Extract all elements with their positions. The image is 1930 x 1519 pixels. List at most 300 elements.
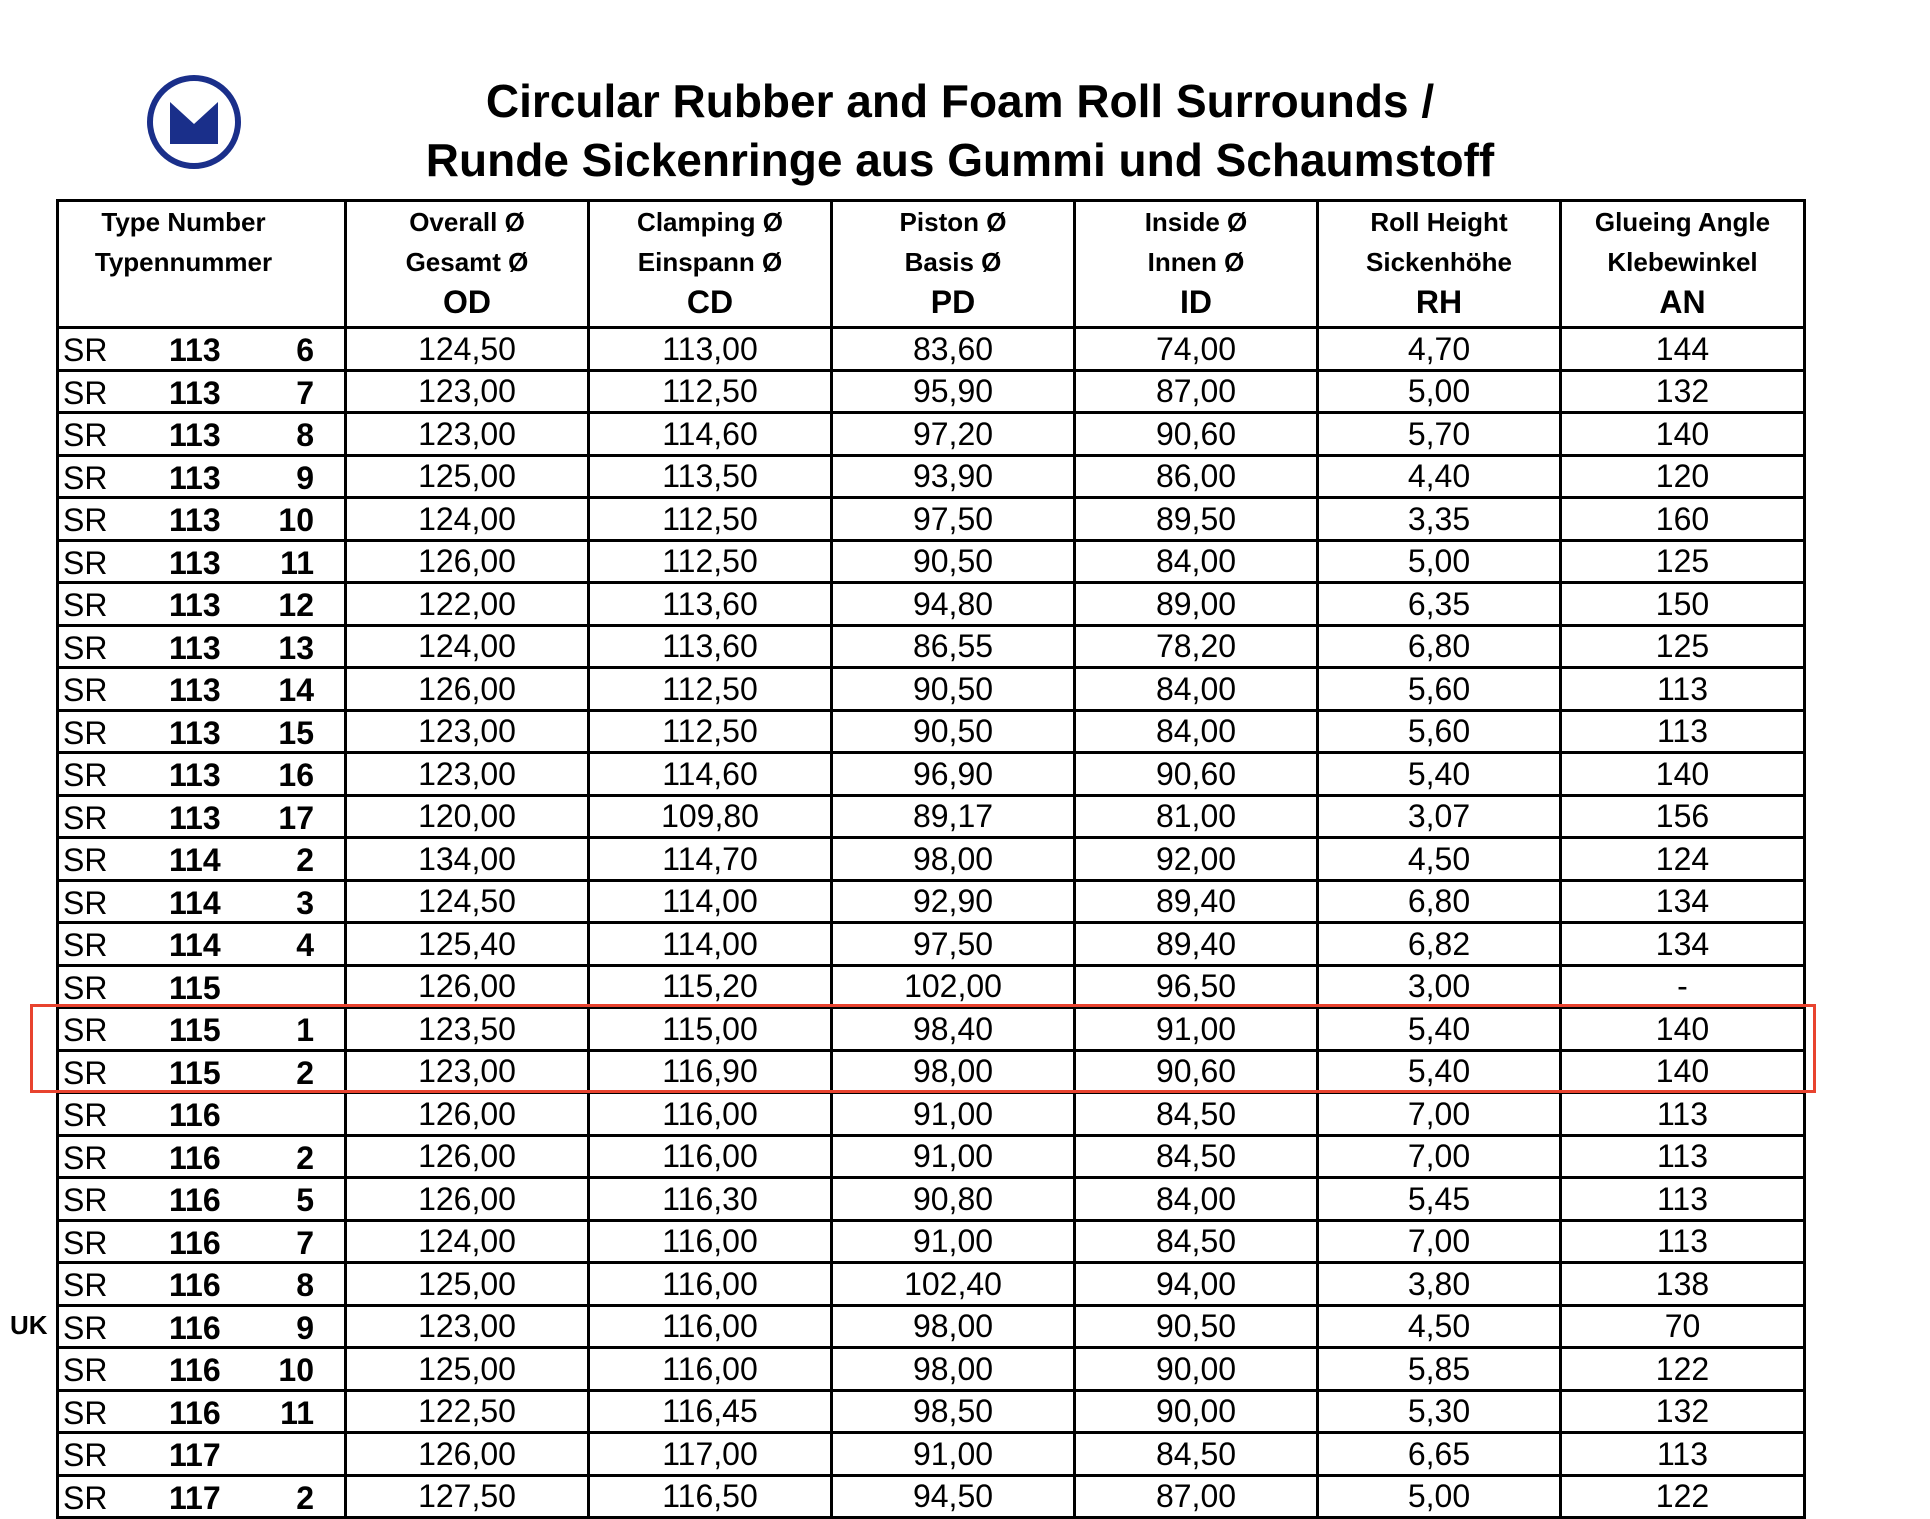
- table-row: [58, 923, 1805, 966]
- cell-an: -: [1561, 965, 1805, 1008]
- cell-pd: 102,00: [832, 965, 1075, 1008]
- cell-pd: 91,00: [832, 1135, 1075, 1178]
- type-variant: 8: [296, 417, 314, 453]
- cell-an: 160: [1561, 498, 1805, 541]
- cell-rh: 7,00: [1318, 1093, 1561, 1136]
- cell-cd: 114,70: [589, 838, 832, 881]
- cell-od: 123,00: [346, 370, 589, 413]
- cell-od: 126,00: [346, 1433, 589, 1476]
- cell-id: 89,40: [1075, 880, 1318, 923]
- type-prefix: SR: [63, 1139, 108, 1176]
- cell-od: 122,50: [346, 1390, 589, 1433]
- header-en: Inside Ø: [1144, 207, 1248, 237]
- cell-pd: 91,00: [832, 1093, 1075, 1136]
- cell-od: 123,00: [346, 1305, 589, 1348]
- type-prefix: SR: [63, 1012, 108, 1048]
- cell-od: 127,50: [346, 1475, 589, 1518]
- cell-pd: 102,40: [832, 1263, 1075, 1306]
- cell-od: 125,00: [346, 1348, 589, 1391]
- table-row: [58, 413, 1805, 456]
- type-variant: 2: [296, 1054, 314, 1091]
- type-series: 115: [169, 1012, 221, 1048]
- type-number-cell: [58, 625, 346, 668]
- type-prefix: SR: [63, 799, 108, 836]
- header-en: Piston Ø: [899, 207, 1007, 237]
- type-number-cell: [58, 1348, 346, 1391]
- cell-an: 140: [1561, 1008, 1805, 1051]
- table-row: [58, 540, 1805, 583]
- cell-rh: 7,00: [1318, 1135, 1561, 1178]
- cell-an: 125: [1561, 625, 1805, 668]
- cell-id: 90,60: [1075, 1050, 1318, 1093]
- cell-id: 84,00: [1075, 540, 1318, 583]
- table-row: [58, 583, 1805, 626]
- header-de: Einspann Ø: [637, 247, 783, 277]
- cell-id: 89,40: [1075, 923, 1318, 966]
- type-number-cell: [58, 328, 346, 371]
- cell-od: 126,00: [346, 1135, 589, 1178]
- header-de: Innen Ø: [1147, 247, 1245, 277]
- cell-id: 84,00: [1075, 1178, 1318, 1221]
- type-number-cell: [58, 710, 346, 753]
- type-series: 113: [169, 417, 221, 453]
- type-prefix: SR: [63, 884, 108, 921]
- type-variant: 15: [278, 714, 314, 751]
- cell-cd: 115,20: [589, 965, 832, 1008]
- header-code: CD: [686, 284, 734, 320]
- table-row: [58, 1305, 1805, 1348]
- cell-an: 144: [1561, 328, 1805, 371]
- header-type-number: [58, 201, 346, 328]
- cell-cd: 116,50: [589, 1475, 832, 1518]
- cell-rh: 5,00: [1318, 1475, 1561, 1518]
- type-variant: 10: [278, 1352, 314, 1388]
- cell-od: 126,00: [346, 668, 589, 711]
- cell-an: 132: [1561, 370, 1805, 413]
- header-clamping-diameter: [589, 201, 832, 328]
- type-variant: 7: [296, 1224, 314, 1261]
- cell-an: 134: [1561, 880, 1805, 923]
- cell-rh: 6,80: [1318, 880, 1561, 923]
- table-row: [58, 1263, 1805, 1306]
- cell-id: 92,00: [1075, 838, 1318, 881]
- cell-od: 123,00: [346, 413, 589, 456]
- type-series: 113: [169, 332, 221, 368]
- type-number-cell: [58, 583, 346, 626]
- cell-pd: 98,00: [832, 838, 1075, 881]
- table-row: [58, 370, 1805, 413]
- cell-od: 126,00: [346, 965, 589, 1008]
- type-series: 113: [169, 799, 221, 836]
- type-prefix: SR: [63, 1224, 108, 1261]
- cell-rh: 3,00: [1318, 965, 1561, 1008]
- cell-od: 124,00: [346, 498, 589, 541]
- cell-id: 90,50: [1075, 1305, 1318, 1348]
- cell-cd: 112,50: [589, 370, 832, 413]
- header-code: ID: [1180, 284, 1212, 320]
- surround-spec-table: [56, 199, 1806, 1519]
- cell-pd: 97,50: [832, 498, 1075, 541]
- type-variant: 2: [296, 1479, 314, 1516]
- type-number-cell: [58, 1008, 346, 1051]
- type-number-cell: [58, 753, 346, 796]
- type-series: 113: [169, 629, 221, 666]
- type-number-cell: [58, 1135, 346, 1178]
- cell-rh: 5,60: [1318, 710, 1561, 753]
- type-variant: 11: [280, 1394, 314, 1431]
- type-series: 113: [169, 459, 221, 496]
- table-row: [58, 838, 1805, 881]
- cell-an: 140: [1561, 1050, 1805, 1093]
- cell-od: 124,00: [346, 1220, 589, 1263]
- type-series: 115: [169, 969, 221, 1006]
- table-row: [58, 753, 1805, 796]
- uk-marker: UK: [10, 1310, 48, 1340]
- type-variant: 12: [278, 587, 314, 623]
- cell-od: 123,50: [346, 1008, 589, 1051]
- table-row: [58, 1433, 1805, 1476]
- cell-cd: 116,00: [589, 1263, 832, 1306]
- cell-pd: 98,50: [832, 1390, 1075, 1433]
- table-row: [58, 795, 1805, 838]
- cell-cd: 112,50: [589, 498, 832, 541]
- header-en: Clamping Ø: [637, 207, 783, 237]
- header-piston-diameter: [832, 201, 1075, 328]
- type-variant: 9: [296, 1309, 314, 1346]
- cell-rh: 3,07: [1318, 795, 1561, 838]
- cell-pd: 94,80: [832, 583, 1075, 626]
- type-number-cell: [58, 668, 346, 711]
- type-prefix: SR: [63, 417, 108, 453]
- type-series: 117: [169, 1479, 221, 1516]
- type-prefix: SR: [63, 1437, 108, 1473]
- cell-id: 90,00: [1075, 1390, 1318, 1433]
- cell-an: 113: [1561, 1135, 1805, 1178]
- cell-rh: 4,40: [1318, 455, 1561, 498]
- type-series: 116: [169, 1309, 221, 1346]
- cell-id: 84,50: [1075, 1135, 1318, 1178]
- type-number-cell: [58, 1093, 346, 1136]
- type-series: 116: [169, 1182, 221, 1218]
- type-prefix: SR: [63, 459, 108, 496]
- type-series: 116: [169, 1267, 221, 1303]
- cell-id: 78,20: [1075, 625, 1318, 668]
- cell-id: 84,50: [1075, 1433, 1318, 1476]
- table-row: [58, 498, 1805, 541]
- header-de: Basis Ø: [904, 247, 1002, 277]
- header-en: Overall Ø: [409, 207, 525, 237]
- cell-rh: 4,50: [1318, 838, 1561, 881]
- cell-rh: 5,85: [1318, 1348, 1561, 1391]
- cell-an: 150: [1561, 583, 1805, 626]
- cell-od: 125,00: [346, 455, 589, 498]
- cell-rh: 3,80: [1318, 1263, 1561, 1306]
- cell-cd: 116,90: [589, 1050, 832, 1093]
- cell-cd: 114,00: [589, 880, 832, 923]
- cell-id: 96,50: [1075, 965, 1318, 1008]
- type-prefix: SR: [63, 629, 108, 666]
- type-variant: 8: [296, 1267, 314, 1303]
- type-variant: 17: [278, 799, 314, 836]
- cell-pd: 90,80: [832, 1178, 1075, 1221]
- type-number-cell: [58, 370, 346, 413]
- cell-rh: 6,82: [1318, 923, 1561, 966]
- type-series: 116: [169, 1394, 221, 1431]
- header-de: Typennummer: [94, 247, 273, 277]
- cell-an: 134: [1561, 923, 1805, 966]
- type-prefix: SR: [63, 1054, 108, 1091]
- cell-pd: 90,50: [832, 710, 1075, 753]
- type-number-cell: [58, 1263, 346, 1306]
- table-row: [58, 1220, 1805, 1263]
- type-prefix: SR: [63, 332, 108, 368]
- type-series: 113: [169, 502, 221, 538]
- type-series: 114: [169, 842, 221, 878]
- cell-od: 124,50: [346, 880, 589, 923]
- header-overall-diameter: [346, 201, 589, 328]
- type-variant: 13: [278, 629, 314, 666]
- cell-cd: 116,45: [589, 1390, 832, 1433]
- type-prefix: SR: [63, 587, 108, 623]
- cell-pd: 95,90: [832, 370, 1075, 413]
- table-body: [58, 328, 1805, 1518]
- cell-id: 86,00: [1075, 455, 1318, 498]
- cell-rh: 3,35: [1318, 498, 1561, 541]
- header-de: Gesamt Ø: [405, 247, 529, 277]
- cell-an: 113: [1561, 1178, 1805, 1221]
- table-row: [58, 1093, 1805, 1136]
- table-row: [58, 965, 1805, 1008]
- cell-cd: 114,60: [589, 413, 832, 456]
- cell-od: 123,00: [346, 753, 589, 796]
- cell-id: 89,00: [1075, 583, 1318, 626]
- cell-rh: 5,30: [1318, 1390, 1561, 1433]
- table-row: [58, 1008, 1805, 1051]
- type-number-cell: [58, 1475, 346, 1518]
- type-variant: 3: [296, 884, 314, 921]
- header-de: Klebewinkel: [1607, 247, 1758, 277]
- cell-cd: 116,00: [589, 1093, 832, 1136]
- cell-rh: 4,70: [1318, 328, 1561, 371]
- cell-pd: 89,17: [832, 795, 1075, 838]
- cell-an: 113: [1561, 710, 1805, 753]
- type-number-cell: [58, 1390, 346, 1433]
- cell-pd: 97,20: [832, 413, 1075, 456]
- type-variant: 1: [296, 1012, 314, 1048]
- header-en: Glueing Angle: [1594, 207, 1771, 237]
- cell-pd: 90,50: [832, 540, 1075, 583]
- type-prefix: SR: [63, 927, 108, 963]
- cell-rh: 5,00: [1318, 370, 1561, 413]
- type-series: 114: [169, 884, 221, 921]
- cell-rh: 5,40: [1318, 1050, 1561, 1093]
- type-variant: 4: [296, 927, 314, 963]
- cell-od: 126,00: [346, 540, 589, 583]
- cell-cd: 116,00: [589, 1348, 832, 1391]
- cell-od: 126,00: [346, 1178, 589, 1221]
- cell-cd: 113,50: [589, 455, 832, 498]
- type-series: 116: [169, 1139, 221, 1176]
- cell-id: 87,00: [1075, 370, 1318, 413]
- type-prefix: SR: [63, 842, 108, 878]
- cell-id: 90,60: [1075, 413, 1318, 456]
- type-variant: 16: [278, 757, 314, 793]
- type-variant: 7: [296, 374, 314, 411]
- cell-rh: 4,50: [1318, 1305, 1561, 1348]
- type-variant: 14: [278, 672, 314, 708]
- cell-pd: 98,00: [832, 1348, 1075, 1391]
- cell-od: 134,00: [346, 838, 589, 881]
- cell-pd: 97,50: [832, 923, 1075, 966]
- type-series: 113: [169, 672, 221, 708]
- cell-cd: 116,00: [589, 1135, 832, 1178]
- cell-pd: 91,00: [832, 1220, 1075, 1263]
- cell-id: 84,50: [1075, 1220, 1318, 1263]
- cell-rh: 5,45: [1318, 1178, 1561, 1221]
- cell-rh: 5,70: [1318, 413, 1561, 456]
- cell-id: 84,00: [1075, 710, 1318, 753]
- cell-id: 74,00: [1075, 328, 1318, 371]
- cell-id: 90,00: [1075, 1348, 1318, 1391]
- cell-pd: 96,90: [832, 753, 1075, 796]
- header-code: PD: [930, 284, 976, 320]
- type-number-cell: [58, 413, 346, 456]
- cell-id: 81,00: [1075, 795, 1318, 838]
- cell-cd: 113,00: [589, 328, 832, 371]
- type-variant: 9: [296, 459, 314, 496]
- cell-cd: 116,30: [589, 1178, 832, 1221]
- table-row: [58, 1178, 1805, 1221]
- cell-pd: 86,55: [832, 625, 1075, 668]
- type-number-cell: [58, 795, 346, 838]
- cell-rh: 7,00: [1318, 1220, 1561, 1263]
- cell-od: 120,00: [346, 795, 589, 838]
- table-row: [58, 328, 1805, 371]
- cell-od: 124,00: [346, 625, 589, 668]
- header-de: Sickenhöhe: [1366, 247, 1512, 277]
- type-number-cell: [58, 838, 346, 881]
- type-prefix: SR: [63, 672, 108, 708]
- type-prefix: SR: [63, 1097, 108, 1133]
- type-prefix: SR: [63, 502, 108, 538]
- type-series: 116: [169, 1352, 221, 1388]
- table-row: [58, 668, 1805, 711]
- cell-pd: 98,00: [832, 1050, 1075, 1093]
- header-code: OD: [443, 284, 491, 320]
- type-prefix: SR: [63, 714, 108, 751]
- table-row: [58, 710, 1805, 753]
- type-variant: 6: [296, 332, 314, 368]
- type-prefix: SR: [63, 1182, 108, 1218]
- cell-an: 122: [1561, 1475, 1805, 1518]
- header-glueing-angle: [1561, 201, 1805, 328]
- table-row: [58, 880, 1805, 923]
- cell-cd: 113,60: [589, 583, 832, 626]
- table-row: [58, 1050, 1805, 1093]
- type-variant: 2: [296, 842, 314, 878]
- type-number-cell: [58, 540, 346, 583]
- type-series: 116: [169, 1224, 221, 1261]
- table-row: [58, 1475, 1805, 1518]
- cell-an: 70: [1561, 1305, 1805, 1348]
- cell-cd: 109,80: [589, 795, 832, 838]
- cell-cd: 112,50: [589, 540, 832, 583]
- type-series: 115: [169, 1054, 221, 1091]
- page-title: [260, 72, 1660, 190]
- cell-pd: 83,60: [832, 328, 1075, 371]
- header-roll-height: [1318, 201, 1561, 328]
- header-code: RH: [1415, 284, 1463, 320]
- type-prefix: SR: [63, 544, 108, 581]
- cell-an: 113: [1561, 1093, 1805, 1136]
- cell-an: 132: [1561, 1390, 1805, 1433]
- header-en: Roll Height: [1370, 207, 1508, 237]
- type-series: 113: [169, 544, 221, 581]
- type-prefix: SR: [63, 1479, 108, 1516]
- title-line-german: Runde Sickenringe aus Gummi und Schaumstoff: [425, 134, 1495, 186]
- cell-an: 113: [1561, 1433, 1805, 1476]
- type-number-cell: [58, 923, 346, 966]
- type-series: 114: [169, 927, 221, 963]
- type-prefix: SR: [63, 1394, 108, 1431]
- cell-rh: 5,60: [1318, 668, 1561, 711]
- cell-cd: 112,50: [589, 710, 832, 753]
- type-prefix: SR: [63, 969, 108, 1006]
- table-row: [58, 1135, 1805, 1178]
- cell-pd: 93,90: [832, 455, 1075, 498]
- cell-pd: 91,00: [832, 1433, 1075, 1476]
- cell-rh: 6,35: [1318, 583, 1561, 626]
- cell-cd: 115,00: [589, 1008, 832, 1051]
- cell-od: 123,00: [346, 1050, 589, 1093]
- cell-cd: 112,50: [589, 668, 832, 711]
- cell-an: 138: [1561, 1263, 1805, 1306]
- table-row: [58, 1390, 1805, 1433]
- cell-an: 113: [1561, 668, 1805, 711]
- table-row: [58, 625, 1805, 668]
- cell-cd: 116,00: [589, 1305, 832, 1348]
- type-series: 113: [169, 374, 221, 411]
- cell-id: 89,50: [1075, 498, 1318, 541]
- type-series: 116: [169, 1097, 221, 1133]
- header-en: Type Number: [101, 207, 266, 237]
- cell-id: 87,00: [1075, 1475, 1318, 1518]
- type-series: 117: [169, 1437, 221, 1473]
- cell-pd: 92,90: [832, 880, 1075, 923]
- cell-pd: 94,50: [832, 1475, 1075, 1518]
- cell-od: 124,50: [346, 328, 589, 371]
- type-number-cell: [58, 1050, 346, 1093]
- cell-an: 124: [1561, 838, 1805, 881]
- cell-pd: 98,40: [832, 1008, 1075, 1051]
- type-number-cell: [58, 498, 346, 541]
- cell-cd: 114,00: [589, 923, 832, 966]
- cell-id: 84,50: [1075, 1093, 1318, 1136]
- cell-od: 122,00: [346, 583, 589, 626]
- type-number-cell: [58, 1305, 346, 1348]
- table-header-row: [58, 201, 1805, 328]
- type-series: 113: [169, 714, 221, 751]
- cell-rh: 6,65: [1318, 1433, 1561, 1476]
- cell-an: 140: [1561, 413, 1805, 456]
- cell-an: 113: [1561, 1220, 1805, 1263]
- type-number-cell: [58, 455, 346, 498]
- title-line-english: Circular Rubber and Foam Roll Surrounds /: [485, 75, 1435, 127]
- cell-id: 90,60: [1075, 753, 1318, 796]
- cell-od: 125,40: [346, 923, 589, 966]
- cell-an: 120: [1561, 455, 1805, 498]
- type-number-cell: [58, 1220, 346, 1263]
